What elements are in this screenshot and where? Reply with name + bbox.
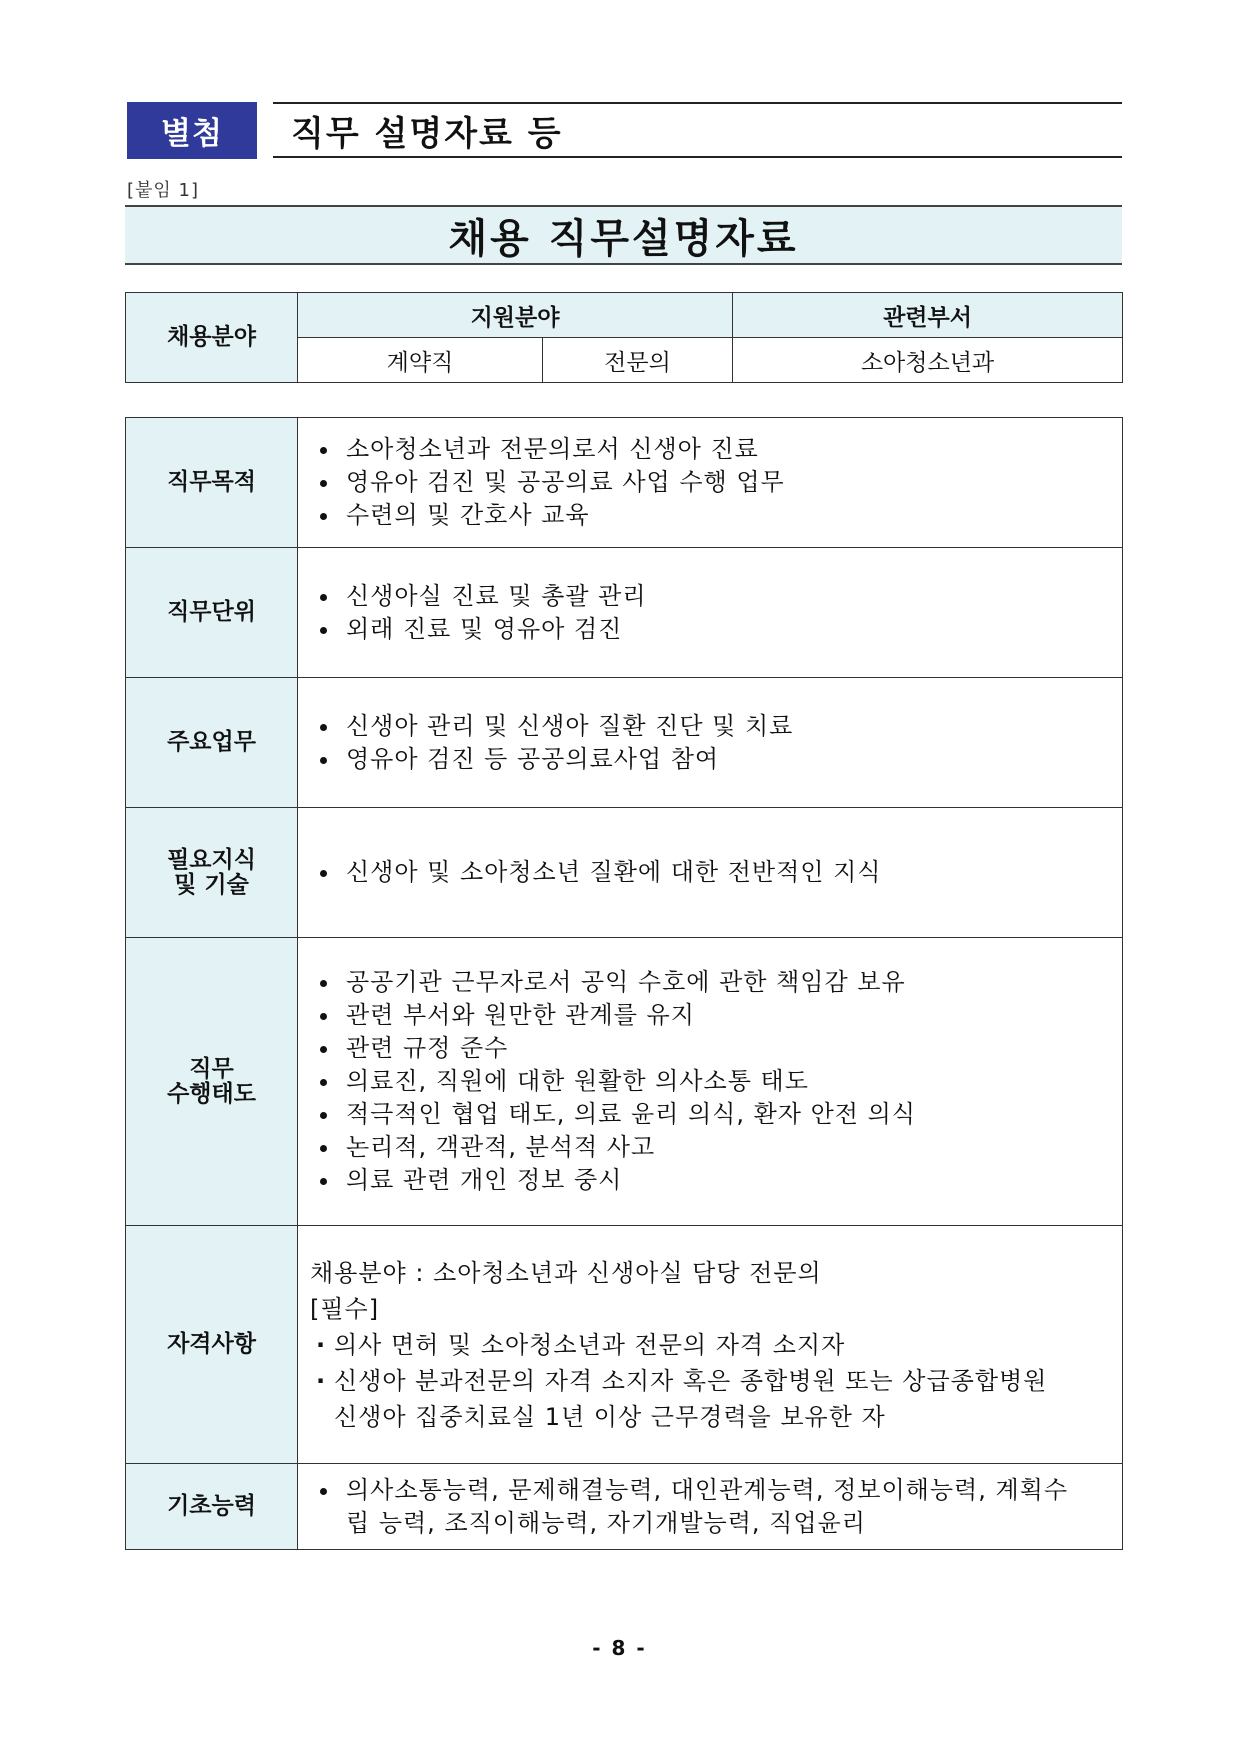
qualification-item-continued: 신생아 집중치료실 1년 이상 근무경력을 보유한 자 [334, 1402, 886, 1431]
qualification-required-label: [필수] [310, 1294, 380, 1323]
recruitment-field-label: 채용분야 [126, 293, 298, 383]
list-item: 신생아 관리 및 신생아 질환 진단 및 치료 [310, 710, 1112, 743]
qualification-item: · 신생아 분과전문의 자격 소지자 혹은 종합병원 또는 상급종합병원 [310, 1363, 1112, 1399]
list-item: 영유아 검진 등 공공의료사업 참여 [310, 743, 1112, 776]
unit-row [126, 548, 1123, 678]
recruitment-summary-table [125, 292, 1123, 383]
basic-ability-line2: 립 능력, 조직이해능력, 자기개발능력, 직업윤리 [346, 1508, 866, 1537]
purpose-label: 직무목적 [126, 418, 298, 548]
list-item: 관련 규정 준수 [310, 1032, 1112, 1065]
department-value: 소아청소년과 [733, 338, 1123, 383]
purpose-content [298, 418, 1123, 548]
list-item: 공공기관 근무자로서 공익 수호에 관한 책임감 보유 [310, 966, 1112, 999]
knowledge-label [126, 808, 298, 938]
qualification-field: 채용분야 : 소아청소년과 신생아실 담당 전문의 [310, 1258, 822, 1287]
attitude-content [298, 938, 1123, 1226]
attitude-label-line2: 수행태도 [167, 1080, 256, 1107]
basic-ability-line1: 의사소통능력, 문제해결능력, 대인관계능력, 정보이해능력, 계획수 [346, 1475, 1068, 1504]
qualification-row [126, 1226, 1123, 1464]
unit-content [298, 548, 1123, 678]
annex-title-box [273, 102, 1122, 158]
attachment-label: [붙임 1] [127, 180, 199, 201]
basic-ability-content [298, 1464, 1123, 1550]
attitude-label [126, 938, 298, 1226]
annex-header [127, 102, 1122, 160]
list-item: 영유아 검진 및 공공의료 사업 수행 업무 [310, 466, 1112, 499]
document-title-box [125, 205, 1122, 265]
list-item: 신생아 및 소아청소년 질환에 대한 전반적인 지식 [310, 856, 1112, 889]
list-item: 논리적, 객관적, 분석적 사고 [310, 1131, 1112, 1164]
knowledge-label-line1: 필요지식 [167, 847, 256, 874]
contract-type-value: 계약직 [298, 338, 543, 383]
knowledge-row [126, 808, 1123, 938]
list-item: 관련 부서와 원만한 관계를 유지 [310, 999, 1112, 1032]
purpose-row [126, 418, 1123, 548]
duties-row [126, 678, 1123, 808]
list-item: 의료 관련 개인 정보 중시 [310, 1164, 1112, 1197]
annex-badge: 별첨 [127, 102, 257, 159]
attitude-row [126, 938, 1123, 1226]
duties-content [298, 678, 1123, 808]
knowledge-label-line2: 및 기술 [174, 871, 249, 898]
duties-label: 주요업무 [126, 678, 298, 808]
list-item [310, 1474, 1112, 1540]
list-item: 소아청소년과 전문의로서 신생아 진료 [310, 433, 1112, 466]
department-header: 관련부서 [733, 293, 1123, 338]
position-value: 전문의 [543, 338, 733, 383]
basic-ability-label: 기초능력 [126, 1464, 298, 1550]
list-item: 신생아실 진료 및 총괄 관리 [310, 580, 1112, 613]
list-item: 적극적인 협업 태도, 의료 윤리 의식, 환자 안전 의식 [310, 1098, 1112, 1131]
attitude-label-line1: 직무 [189, 1056, 234, 1083]
support-field-header: 지원분야 [298, 293, 733, 338]
unit-label: 직무단위 [126, 548, 298, 678]
document-title: 채용 직무설명자료 [448, 215, 799, 262]
qualification-content [298, 1226, 1123, 1464]
basic-ability-row [126, 1464, 1123, 1550]
knowledge-content [298, 808, 1123, 938]
list-item: 수련의 및 간호사 교육 [310, 499, 1112, 532]
qualification-item: · 의사 면허 및 소아청소년과 전문의 자격 소지자 [310, 1327, 1112, 1363]
list-item: 외래 진료 및 영유아 검진 [310, 613, 1112, 646]
page-number: - 8 - [592, 1636, 647, 1660]
list-item: 의료진, 직원에 대한 원활한 의사소통 태도 [310, 1065, 1112, 1098]
job-description-table [125, 417, 1123, 1550]
qualification-label: 자격사항 [126, 1226, 298, 1464]
annex-title: 직무 설명자료 등 [291, 113, 563, 154]
